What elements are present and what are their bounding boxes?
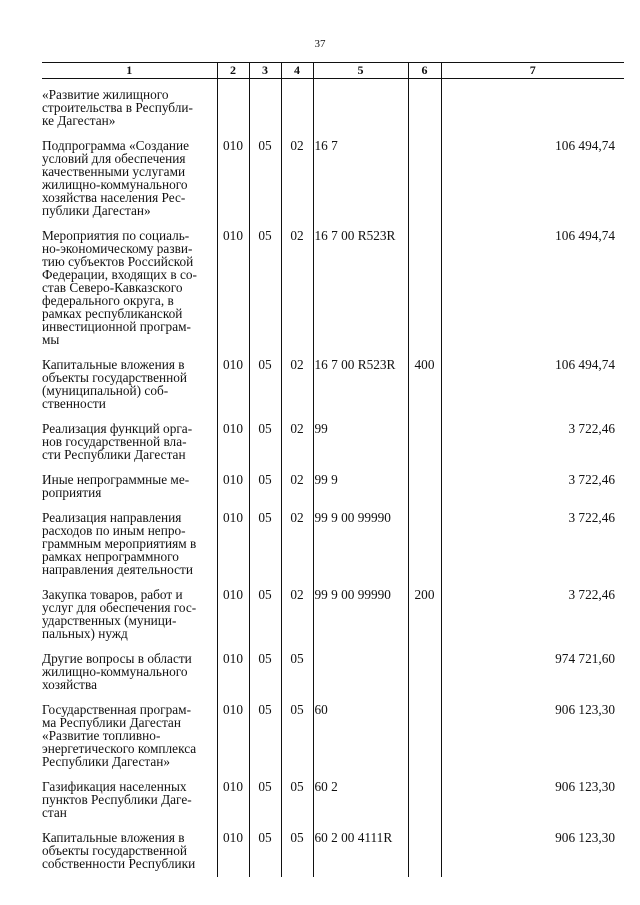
subsection-code-cell	[281, 79, 313, 140]
amount-cell: 3 722,46	[441, 511, 624, 588]
amount-cell	[441, 79, 624, 140]
amount-cell: 3 722,46	[441, 588, 624, 652]
table-row	[42, 229, 624, 358]
row-name-cell: Реализация функций орга- нов государственной вла- сти Республики Дагестан	[42, 421, 193, 462]
ministry-code-cell: 010	[217, 422, 249, 473]
table-row	[42, 473, 624, 511]
amount-cell: 906 123,30	[441, 780, 624, 831]
table-body	[42, 79, 624, 878]
row-name-cell: Реализация направления расходов по иным непро- граммным мероприятиям в рамках непрограммного направления деятельности	[42, 510, 197, 577]
row-name-cell: Другие вопросы в области жилищно-коммунального хозяйства	[42, 651, 192, 692]
section-code-cell: 05	[249, 422, 281, 473]
amount-cell: 106 494,74	[441, 229, 624, 358]
section-code-cell: 05	[249, 652, 281, 703]
expense-type-cell	[408, 229, 441, 358]
amount-cell: 906 123,30	[441, 703, 624, 780]
ministry-code-cell: 010	[217, 139, 249, 229]
ministry-code-cell	[217, 79, 249, 140]
ministry-code-cell: 010	[217, 358, 249, 422]
table-row	[42, 79, 624, 140]
column-header: 7	[441, 63, 624, 79]
row-name-cell: Капитальные вложения в объекты государственной (муниципальной) соб- ственности	[42, 357, 187, 411]
page-number: 37	[314, 38, 326, 50]
column-header: 1	[42, 63, 217, 79]
subsection-code-cell: 02	[281, 139, 313, 229]
column-header: 2	[217, 63, 249, 79]
ministry-code-cell: 010	[217, 588, 249, 652]
target-code-cell: 99 9	[313, 473, 408, 511]
subsection-code-cell: 02	[281, 473, 313, 511]
expense-type-cell: 400	[408, 358, 441, 422]
expense-type-cell	[408, 703, 441, 780]
subsection-code-cell: 05	[281, 652, 313, 703]
row-name-cell: Государственная програм- ма Республики Дагестан «Развитие топливно- энергетического комплекса Республики Дагестан»	[42, 702, 197, 769]
budget-table	[42, 62, 624, 877]
column-header: 6	[408, 63, 441, 79]
ministry-code-cell: 010	[217, 473, 249, 511]
ministry-code-cell: 010	[217, 780, 249, 831]
amount-cell: 106 494,74	[441, 358, 624, 422]
section-code-cell: 05	[249, 703, 281, 780]
target-code-cell: 16 7 00 R523R	[313, 229, 408, 358]
table-row	[42, 422, 624, 473]
amount-cell: 3 722,46	[441, 422, 624, 473]
column-header: 3	[249, 63, 281, 79]
section-code-cell: 05	[249, 511, 281, 588]
target-code-cell: 16 7	[313, 139, 408, 229]
table-row	[42, 588, 624, 652]
subsection-code-cell: 02	[281, 588, 313, 652]
row-name-cell: Подпрограмма «Создание условий для обеспечения качественными услугами жилищно-коммунального хозяйства населения Рес- публики Дагестан»	[42, 138, 189, 218]
expense-type-cell	[408, 831, 441, 877]
expense-type-cell: 200	[408, 588, 441, 652]
table-row	[42, 139, 624, 229]
ministry-code-cell: 010	[217, 511, 249, 588]
subsection-code-cell: 02	[281, 229, 313, 358]
ministry-code-cell: 010	[217, 229, 249, 358]
target-code-cell: 16 7 00 R523R	[313, 358, 408, 422]
row-name-cell: Иные непрограммные ме- роприятия	[42, 472, 190, 500]
table-row	[42, 652, 624, 703]
expense-type-cell	[408, 422, 441, 473]
subsection-code-cell: 02	[281, 422, 313, 473]
ministry-code-cell: 010	[217, 703, 249, 780]
amount-cell: 106 494,74	[441, 139, 624, 229]
subsection-code-cell: 05	[281, 703, 313, 780]
row-name-cell: Закупка товаров, работ и услуг для обеспечения гос- ударственных (муници- пальных) нужд	[42, 587, 197, 641]
subsection-code-cell: 02	[281, 358, 313, 422]
row-name-cell: Мероприятия по социаль- но-экономическому разви- тию субъектов Российской Федерации, входящих в со- став Северо-Кавказского федерального округа, в рамках республиканской инвестиционной програм- мы	[42, 228, 197, 347]
section-code-cell: 05	[249, 780, 281, 831]
target-code-cell	[313, 79, 408, 140]
section-code-cell: 05	[249, 831, 281, 877]
row-name-cell: «Развитие жилищного строительства в Республи- ке Дагестан»	[42, 87, 193, 128]
section-code-cell	[249, 79, 281, 140]
ministry-code-cell: 010	[217, 831, 249, 877]
row-name-cell: Газификация населенных пунктов Республики Даге- стан	[42, 779, 192, 820]
table-header-row	[42, 63, 624, 79]
target-code-cell	[313, 652, 408, 703]
target-code-cell: 99	[313, 422, 408, 473]
expense-type-cell	[408, 780, 441, 831]
expense-type-cell	[408, 473, 441, 511]
section-code-cell: 05	[249, 139, 281, 229]
table-row	[42, 358, 624, 422]
section-code-cell: 05	[249, 358, 281, 422]
ministry-code-cell: 010	[217, 652, 249, 703]
amount-cell: 906 123,30	[441, 831, 624, 877]
section-code-cell: 05	[249, 473, 281, 511]
target-code-cell: 60 2	[313, 780, 408, 831]
expense-type-cell	[408, 511, 441, 588]
table-row	[42, 831, 624, 877]
expense-type-cell	[408, 652, 441, 703]
expense-type-cell	[408, 139, 441, 229]
target-code-cell: 60 2 00 4111R	[313, 831, 408, 877]
expense-type-cell	[408, 79, 441, 140]
section-code-cell: 05	[249, 588, 281, 652]
subsection-code-cell: 02	[281, 511, 313, 588]
target-code-cell: 99 9 00 99990	[313, 511, 408, 588]
column-header: 4	[281, 63, 313, 79]
target-code-cell: 60	[313, 703, 408, 780]
table-row	[42, 703, 624, 780]
amount-cell: 974 721,60	[441, 652, 624, 703]
column-header: 5	[313, 63, 408, 79]
subsection-code-cell: 05	[281, 780, 313, 831]
section-code-cell: 05	[249, 229, 281, 358]
table-row	[42, 511, 624, 588]
row-name-cell: Капитальные вложения в объекты государственной собственности Республики	[42, 830, 196, 871]
table-row	[42, 780, 624, 831]
subsection-code-cell: 05	[281, 831, 313, 877]
target-code-cell: 99 9 00 99990	[313, 588, 408, 652]
amount-cell: 3 722,46	[441, 473, 624, 511]
